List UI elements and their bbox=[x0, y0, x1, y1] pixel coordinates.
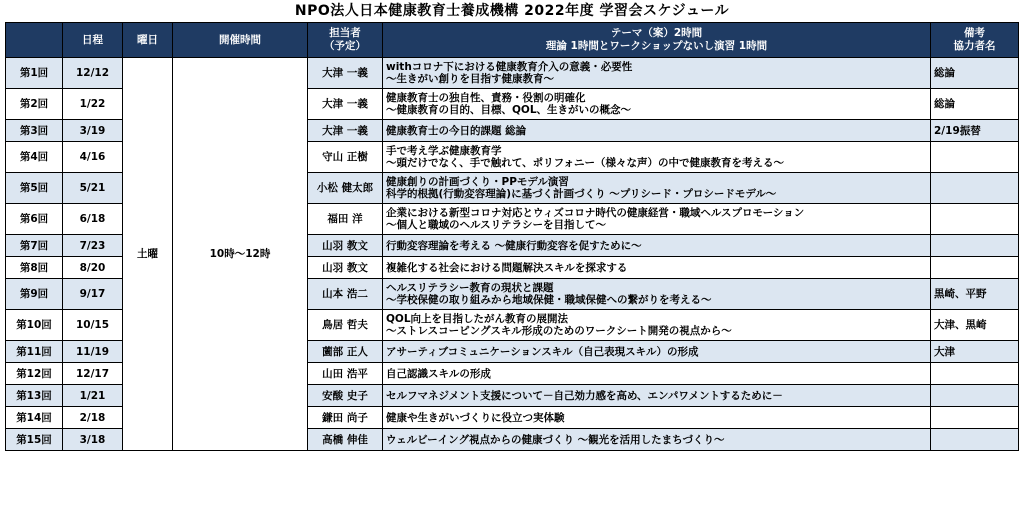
session-date: 9/17 bbox=[63, 279, 123, 310]
session-number: 第9回 bbox=[6, 279, 63, 310]
session-date: 3/19 bbox=[63, 120, 123, 142]
session-number: 第4回 bbox=[6, 142, 63, 173]
session-number: 第5回 bbox=[6, 173, 63, 204]
presenter-name: 山羽 教文 bbox=[308, 235, 383, 257]
remark-cell: 大津、黒崎 bbox=[931, 310, 1019, 341]
presenter-name: 小松 健太郎 bbox=[308, 173, 383, 204]
theme-cell bbox=[383, 120, 931, 142]
header-remark-line2: 協力者名 bbox=[953, 40, 996, 52]
header-row bbox=[6, 23, 1019, 58]
theme-line-1: 健康創りの計画づくり・PPモデル演習 bbox=[386, 176, 569, 188]
presenter-name: 鳥居 哲夫 bbox=[308, 310, 383, 341]
header-theme-line1: テーマ（案）2時間 bbox=[610, 27, 703, 39]
theme-line-1: QOL向上を目指したがん教育の展開法 bbox=[386, 313, 569, 325]
remark-cell: 黒崎、平野 bbox=[931, 279, 1019, 310]
header-presenter-line2: （予定） bbox=[324, 40, 366, 52]
presenter-name: 山田 浩平 bbox=[308, 363, 383, 385]
session-date: 3/18 bbox=[63, 429, 123, 451]
presenter-name: 山羽 教文 bbox=[308, 257, 383, 279]
theme-cell bbox=[383, 385, 931, 407]
theme-line-2: 科学的根拠(行動変容理論)に基づく計画づくり ～プリシード・プロシードモデル～ bbox=[386, 188, 777, 200]
presenter-name: 安酸 史子 bbox=[308, 385, 383, 407]
session-date: 11/19 bbox=[63, 341, 123, 363]
session-date: 6/18 bbox=[63, 204, 123, 235]
header-num bbox=[6, 23, 63, 58]
theme-cell bbox=[383, 204, 931, 235]
schedule-table bbox=[5, 22, 1019, 451]
session-number: 第15回 bbox=[6, 429, 63, 451]
theme-cell bbox=[383, 407, 931, 429]
remark-cell bbox=[931, 235, 1019, 257]
presenter-name: 高橋 伸佳 bbox=[308, 429, 383, 451]
theme-line-2: ～学校保健の取り組みから地域保健・職域保健への繋がりを考える～ bbox=[386, 294, 712, 306]
theme-line-1: セルフマネジメント支援について－自己効力感を高め、エンパワメントするために－ bbox=[386, 389, 783, 402]
theme-line-1: withコロナ下における健康教育介入の意義・必要性 bbox=[386, 61, 633, 73]
theme-line-2: ～ストレスコーピングスキル形成のためのワークシート開発の視点から～ bbox=[386, 325, 732, 337]
theme-cell bbox=[383, 235, 931, 257]
presenter-name: 福田 洋 bbox=[308, 204, 383, 235]
page-title: NPO法人日本健康教育士養成機構 2022年度 学習会スケジュール bbox=[294, 3, 730, 19]
presenter-name: 山本 浩二 bbox=[308, 279, 383, 310]
header-day: 曜日 bbox=[123, 23, 173, 58]
theme-cell bbox=[383, 341, 931, 363]
header-date: 日程 bbox=[63, 23, 123, 58]
theme-cell bbox=[383, 142, 931, 173]
table-row bbox=[6, 58, 1019, 89]
session-date: 5/21 bbox=[63, 173, 123, 204]
theme-line-1: ウェルビーイング視点からの健康づくり ～観光を活用したまちづくり～ bbox=[386, 433, 725, 446]
session-number: 第12回 bbox=[6, 363, 63, 385]
theme-cell bbox=[383, 429, 931, 451]
session-date: 10/15 bbox=[63, 310, 123, 341]
session-number: 第1回 bbox=[6, 58, 63, 89]
theme-line-1: ヘルスリテラシー教育の現状と課題 bbox=[386, 282, 554, 294]
session-number: 第10回 bbox=[6, 310, 63, 341]
session-number: 第13回 bbox=[6, 385, 63, 407]
remark-cell bbox=[931, 385, 1019, 407]
presenter-name: 守山 正樹 bbox=[308, 142, 383, 173]
presenter-name: 大津 一義 bbox=[308, 58, 383, 89]
remark-cell bbox=[931, 173, 1019, 204]
session-number: 第7回 bbox=[6, 235, 63, 257]
theme-line-1: 自己認識スキルの形成 bbox=[386, 367, 491, 380]
theme-line-1: 健康や生きがいづくりに役立つ実体験 bbox=[386, 411, 565, 424]
time-cell: 10時～12時 bbox=[173, 58, 308, 451]
table-body bbox=[6, 58, 1019, 451]
remark-cell: 総論 bbox=[931, 89, 1019, 120]
theme-line-1: 健康教育士の今日的課題 総論 bbox=[386, 124, 527, 137]
theme-line-2: ～個人と職域のヘルスリテラシーを目指して～ bbox=[386, 219, 606, 231]
theme-cell bbox=[383, 363, 931, 385]
day-cell: 土曜 bbox=[123, 58, 173, 451]
remark-cell: 2/19振替 bbox=[931, 120, 1019, 142]
theme-line-1: アサーティブコミュニケーションスキル（自己表現スキル）の形成 bbox=[386, 345, 699, 358]
remark-cell bbox=[931, 204, 1019, 235]
presenter-name: 薗部 正人 bbox=[308, 341, 383, 363]
header-theme bbox=[383, 23, 931, 58]
header-presenter bbox=[308, 23, 383, 58]
session-date: 1/21 bbox=[63, 385, 123, 407]
remark-cell bbox=[931, 142, 1019, 173]
header-theme-line2: 理論 1時間とワークショップないし演習 1時間 bbox=[545, 40, 768, 52]
theme-line-1: 企業における新型コロナ対応とウィズコロナ時代の健康経営・職域ヘルスプロモーション bbox=[386, 207, 805, 219]
session-number: 第11回 bbox=[6, 341, 63, 363]
session-number: 第6回 bbox=[6, 204, 63, 235]
theme-line-2: ～生きがい創りを目指す健康教育～ bbox=[386, 73, 554, 85]
session-date: 12/12 bbox=[63, 58, 123, 89]
session-number: 第8回 bbox=[6, 257, 63, 279]
session-number: 第14回 bbox=[6, 407, 63, 429]
theme-line-1: 複雑化する社会における問題解決スキルを探求する bbox=[386, 261, 628, 274]
theme-line-1: 手で考え学ぶ健康教育学 bbox=[386, 145, 502, 157]
theme-cell bbox=[383, 89, 931, 120]
remark-cell bbox=[931, 363, 1019, 385]
session-number: 第3回 bbox=[6, 120, 63, 142]
remark-cell: 大津 bbox=[931, 341, 1019, 363]
theme-cell bbox=[383, 58, 931, 89]
session-date: 8/20 bbox=[63, 257, 123, 279]
header-time: 開催時間 bbox=[173, 23, 308, 58]
session-date: 1/22 bbox=[63, 89, 123, 120]
remark-cell bbox=[931, 407, 1019, 429]
theme-cell bbox=[383, 279, 931, 310]
header-remark bbox=[931, 23, 1019, 58]
theme-line-2: ～健康教育の目的、目標、QOL、生きがいの概念～ bbox=[386, 104, 632, 116]
remark-cell bbox=[931, 257, 1019, 279]
session-date: 4/16 bbox=[63, 142, 123, 173]
presenter-name: 大津 一義 bbox=[308, 120, 383, 142]
theme-line-1: 行動変容理論を考える ～健康行動変容を促すために～ bbox=[386, 239, 642, 252]
theme-line-2: ～頭だけでなく、手で触れて、ポリフォニー（様々な声）の中で健康教育を考える～ bbox=[386, 157, 785, 169]
header-remark-line1: 備考 bbox=[964, 27, 985, 39]
session-date: 7/23 bbox=[63, 235, 123, 257]
theme-line-1: 健康教育士の独自性、責務・役割の明確化 bbox=[386, 92, 586, 104]
session-number: 第2回 bbox=[6, 89, 63, 120]
session-date: 2/18 bbox=[63, 407, 123, 429]
session-date: 12/17 bbox=[63, 363, 123, 385]
theme-cell bbox=[383, 173, 931, 204]
presenter-name: 大津 一義 bbox=[308, 89, 383, 120]
theme-cell bbox=[383, 257, 931, 279]
presenter-name: 鎌田 尚子 bbox=[308, 407, 383, 429]
remark-cell bbox=[931, 429, 1019, 451]
header-presenter-line1: 担当者 bbox=[329, 27, 361, 39]
theme-cell bbox=[383, 310, 931, 341]
remark-cell: 総論 bbox=[931, 58, 1019, 89]
